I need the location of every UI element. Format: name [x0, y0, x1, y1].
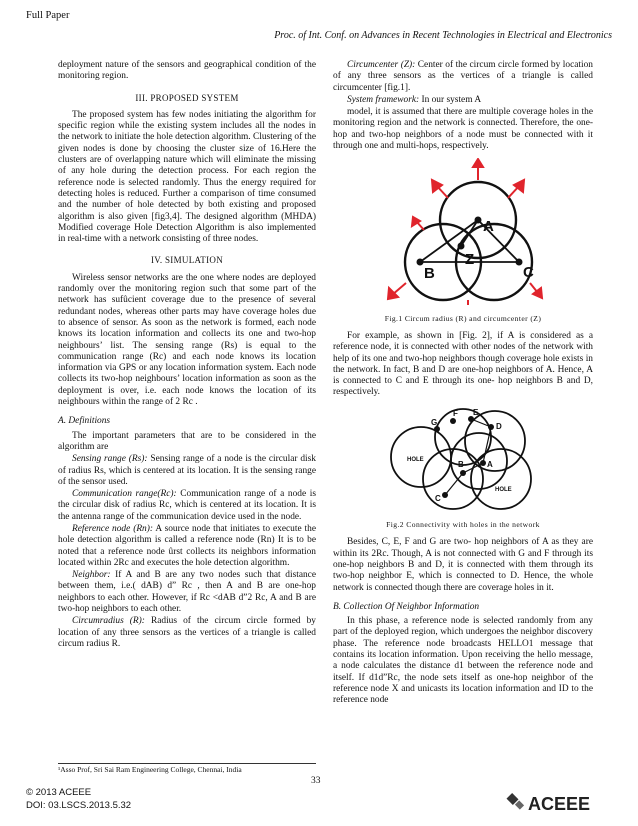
text-system-framework: In our system A	[419, 94, 482, 105]
def-sensing-range	[58, 454, 316, 488]
page-number: 33	[311, 776, 321, 786]
aceee-logo-mark	[506, 790, 616, 816]
term-reference-node: Reference node (Rn):	[72, 523, 153, 534]
subsection-b-title: B. Collection Of Neighbor Information	[333, 601, 480, 612]
fig2-node-c	[442, 492, 448, 498]
framework-heading-line	[333, 95, 593, 106]
collection-paragraph: In this phase, a reference node is selected randomly from any part of the deployed region, which undergoes the neighbor discovery phase. The reference node broadcasts HELLO1 message that contains its location information. Upon receiving the hello message, a node calculates the distance d1 between the reference node and itself. If d1d”Rc, the node sets itself as one-hop neighbor of the reference node X and unicasts its location information and ID to the reference node	[333, 616, 593, 706]
circle-4	[423, 449, 483, 509]
def-reference-node	[58, 524, 316, 569]
def-circumradius	[58, 616, 316, 650]
figure-2-caption: Fig.2 Connectivity with holes in the network	[386, 520, 540, 530]
fig1-label-z: Z	[465, 251, 475, 269]
figure-2	[333, 405, 593, 517]
fig2-label-g: G	[431, 417, 438, 427]
text-circumradius: Radius of the circum circle formed by location of any three sensors as the vertices of a triangle is called circum radius R.	[58, 616, 316, 649]
arrow-up-head	[473, 159, 483, 167]
doi: DOI: 03.LSCS.2013.5.32	[26, 800, 132, 811]
fig2-node-b	[460, 470, 466, 476]
text-communication-range: Communication range of a node is the circular disk of radius Rc, which is centered at its location. It is the antenna range of the communication device used in the node.	[58, 489, 316, 522]
aceee-logo	[506, 790, 616, 821]
node-a	[475, 217, 482, 224]
fig2-label-c: C	[435, 493, 441, 503]
fig2-node-f	[450, 418, 456, 424]
connectivity-diagram	[383, 405, 543, 513]
hole-label-left: HOLE	[407, 456, 424, 463]
figure-1-caption: Fig.1 Circum radius (R) and circumcenter (Z)	[384, 313, 542, 323]
text-neighbor: If A and B are any two nodes such that distance between them, i.e.( dAB) d” Rc , then A and B are one-hop neighbors to each other. However, if Rc <dAB d”2 Rc, A and B are two-hop neighbors to each other.	[58, 570, 316, 615]
def-neighbor	[58, 570, 316, 615]
edge-b-c	[445, 473, 463, 495]
fig1-label-b: B	[424, 265, 435, 283]
running-header-right: Proc. of Int. Conf. on Advances in Recent Technologies in Electrical and Electronics	[274, 30, 612, 41]
term-system-framework: System framework:	[347, 94, 420, 105]
right-column	[333, 60, 593, 708]
definitions-intro: The important parameters that are to be considered in the algorithm are	[58, 430, 316, 452]
circumcircle-diagram	[378, 158, 548, 306]
logo-text: ACEEE	[528, 794, 591, 814]
footer-info	[26, 786, 131, 812]
fig2-node-d	[488, 424, 494, 430]
figure-1	[333, 158, 593, 310]
term-neighbor: Neighbor:	[72, 570, 111, 581]
term-sensing-range: Sensing range (Rs):	[72, 454, 148, 465]
running-header-left: Full Paper	[26, 10, 70, 21]
section-3-title: III. PROPOSED SYSTEM	[135, 92, 239, 103]
fig2-label-f: F	[453, 408, 458, 418]
text-sensing-range: Sensing range of a node is the circular disk of radius Rs, which is centered at its location. It is the sensing range of the sensor used.	[58, 454, 316, 487]
copyright: © 2013 ACEEE	[26, 787, 92, 798]
left-column	[58, 60, 316, 651]
fig1-label-c: C	[523, 264, 534, 282]
intro-paragraph: deployment nature of the sensors and geographical condition of the monitoring region.	[58, 60, 316, 82]
text-circumcenter: Center of the circum circle formed by location of any three sensors as the vertices of a triangle is called circumcenter [fig.1].	[333, 60, 593, 93]
author-footnote: ¹Asso Prof, Sri Sai Ram Engineering College, Chennai, India	[58, 763, 316, 774]
node-c	[516, 259, 523, 266]
section-3-paragraph: The proposed system has few nodes initiating the algorithm for specific region while the existing system includes all the nodes in the network to initiate the hole detection algorithm. Clustering of the given nodes is done by choosing the cluster size of 16.Here the clusters are of overlapping nature which will eliminate the missing of any hole during the detection process. For each region the reference node is selected randomly. Thus the energy required for detecting holes is reduced. Further a comparison of time consumed and the number of hole detected by both existing and proposed algorithm is also given [fig3,4]. The designed algorithm (MHDA) Modified coverage Hole Detection Algorithm is also implemented in real-time with a network consisting of three nodes.	[58, 109, 317, 245]
fig2-label-a: A	[487, 459, 493, 469]
fig2-node-a	[480, 460, 486, 466]
node-z	[458, 243, 465, 250]
hole-label-right: HOLE	[495, 486, 512, 493]
section-4-title: IV. SIMULATION	[150, 255, 224, 266]
node-b	[417, 259, 424, 266]
example-paragraph: For example, as shown in [Fig. 2], if A is considered as a reference node, it is connected with other nodes of the network with help of its one and two-hop neighbors though coverage hole exists in the network. In fact, B and D are one-hop neighbors of A. Hence, A is connected to C and E through its one- hop neighbors B and D, respectively.	[333, 330, 593, 398]
logo-diamond-2	[515, 800, 524, 809]
arrow-lower-left-head	[388, 288, 398, 299]
framework-paragraph: model, it is assumed that there are multiple coverage holes in the monitoring region and the network is connected. Therefore, the one-hop and two-hop neighbors of a node must be connected with it through one and multi-hops, respectively.	[333, 107, 593, 152]
term-circumcenter: Circumcenter (Z):	[347, 60, 416, 70]
subsection-a-title: A. Definitions	[58, 416, 111, 427]
fig2-label-e: E	[473, 407, 479, 417]
fig2-label-b: B	[458, 459, 464, 469]
term-communication-range: Communication range(Rc):	[72, 489, 177, 500]
section-4-paragraph: Wireless sensor networks are the one where nodes are deployed randomly over the monitoring region such that some part of the network has sufûcient coverage due to the presence of several redundant nodes, whereas other parts may have coverage holes due to absence of sensor. As soon as the network is formed, each node knows its location information and collects its one and two-hop neighbours’ list. The sensing range (Rs) is equal to the communication range (Rc) and each node knows its location information via GPS or any location information system. Each node collects its two-hop neighbours’ location information as soon as the deployment is over, i.e. each node knows the location of its neighbours within the range of 2 Rc .	[58, 272, 316, 408]
def-circumcenter	[333, 60, 593, 94]
besides-paragraph: Besides, C, E, F and G are two- hop neighbors of A as they are within its 2Rc. Though, A is not connected with G and F through its one-hop neighbors B and D, it is connected with them through its two-hop neighbor E, which is connected to D. Hence, the whole network is connected though there are coverage holes in it.	[333, 537, 593, 593]
text-reference-node: A source node that initiates to execute the hole detection algorithm is called a reference node (Rn) It is to be noted that a reference node ûrst collects its neighbors information located within 2Rc and executes the hole detection algorithm.	[58, 523, 316, 568]
def-communication-range	[58, 489, 316, 523]
fig2-label-d: D	[496, 421, 502, 431]
term-circumradius: Circumradius (R):	[72, 616, 145, 627]
fig1-label-a: A	[483, 218, 494, 236]
